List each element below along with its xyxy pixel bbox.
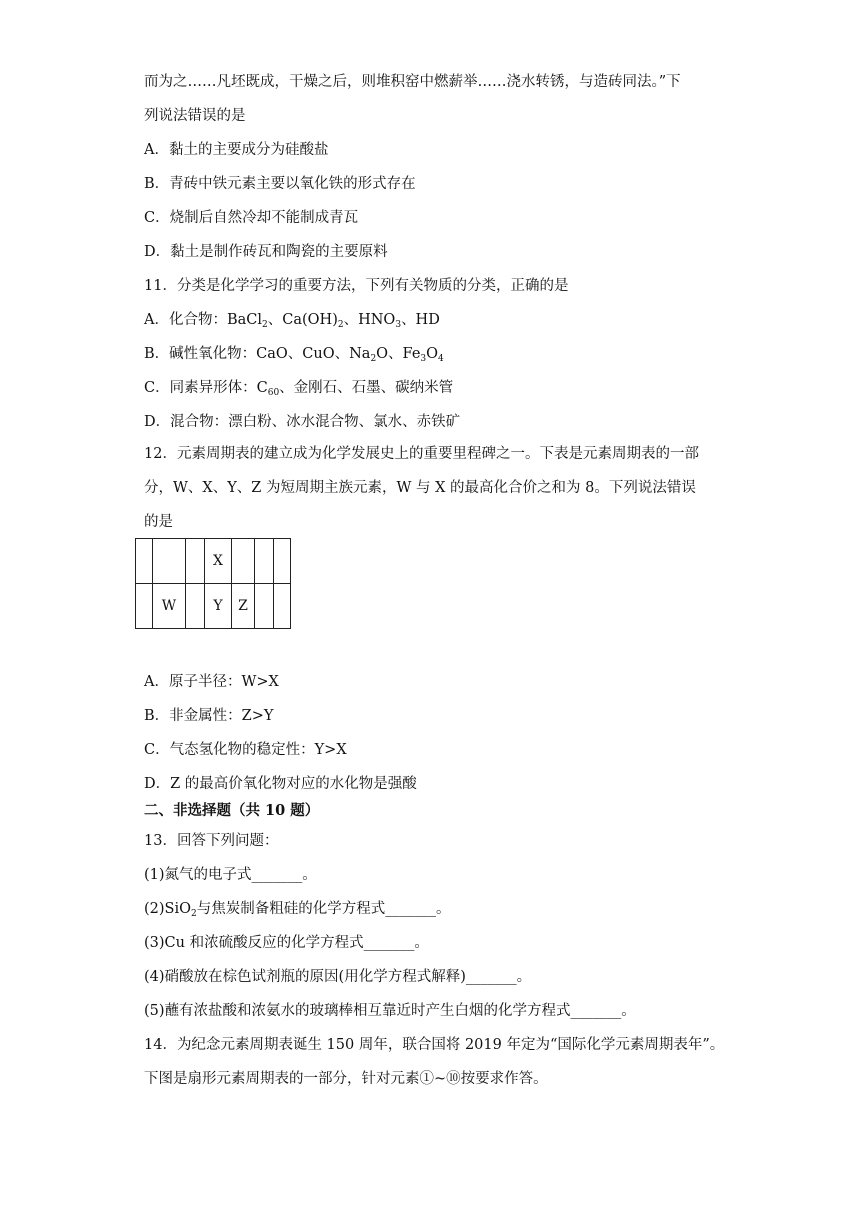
table-cell: X (205, 539, 232, 584)
q10-continuation-line-1: 而为之……凡坯既成，干燥之后，则堆积窑中燃薪举……浇水转锈，与造砖同法。”下 (144, 74, 681, 90)
table-cell (186, 539, 205, 584)
q12-stem-line-1: 12．元素周期表的建立成为化学发展史上的重要里程碑之一。下表是元素周期表的一部 (144, 446, 699, 462)
table-row (136, 584, 291, 629)
table-cell (186, 584, 205, 629)
table-cell: Y (205, 584, 232, 629)
q11-stem: 11．分类是化学学习的重要方法，下列有关物质的分类，正确的是 (144, 278, 569, 294)
q12-option-d: D．Z 的最高价氧化物对应的水化物是强酸 (144, 776, 417, 792)
q12-stem-line-3: 的是 (144, 514, 173, 530)
q11-option-b: B．碱性氧化物：CaO、CuO、$Na_2O$、$Fe_3O_4$ (144, 346, 444, 364)
q10-option-a: A．黏土的主要成分为硅酸盐 (144, 142, 329, 158)
q12-stem-line-2: 分，W、X、Y、Z 为短周期主族元素，W 与 X 的最高化合价之和为 8。下列说法错误 (144, 480, 696, 496)
q10-continuation-line-2: 列说法错误的是 (144, 108, 246, 124)
table-cell (255, 584, 274, 629)
table-cell (136, 539, 153, 584)
periodic-table-fragment (135, 538, 291, 629)
table-cell (274, 584, 291, 629)
section-heading: 二、非选择题（共 10 题） (144, 802, 320, 819)
q14-stem-line-1: 14．为纪念元素周期表诞生 150 周年，联合国将 2019 年定为“国际化学元素周期表年”。 (144, 1037, 725, 1053)
q10-option-c: C．烧制后自然冷却不能制成青瓦 (144, 210, 359, 226)
table-cell: W (153, 584, 186, 629)
table-row (136, 539, 291, 584)
table-cell: Z (232, 584, 255, 629)
table-cell (274, 539, 291, 584)
q12-option-c: C．气态氢化物的稳定性：Y>X (144, 742, 347, 758)
q13-stem: 13．回答下列问题： (144, 833, 279, 849)
table-cell (153, 539, 186, 584)
table-cell (255, 539, 274, 584)
table-cell (136, 584, 153, 629)
q14-stem-line-2: 下图是扇形元素周期表的一部分，针对元素①~⑩按要求作答。 (144, 1071, 548, 1087)
q11-option-a: A．化合物：BaCl$_2$、$Ca(OH)_2$、$HNO_3$、HD (144, 312, 440, 330)
q13-part-5: (5)蘸有浓盐酸和浓氨水的玻璃棒相互靠近时产生白烟的化学方程式_______。 (144, 1003, 636, 1019)
q10-option-d: D．黏土是制作砖瓦和陶瓷的主要原料 (144, 244, 388, 260)
q13-part-3: (3)Cu 和浓硫酸反应的化学方程式_______。 (144, 935, 429, 951)
table-cell (232, 539, 255, 584)
q10-option-b: B．青砖中铁元素主要以氧化铁的形式存在 (144, 176, 416, 192)
q13-part-1: (1)氮气的电子式_______。 (144, 867, 317, 883)
q11-option-c: C．同素异形体：$C_{60}$、金刚石、石墨、碳纳米管 (144, 380, 454, 398)
q13-part-4: (4)硝酸放在棕色试剂瓶的原因(用化学方程式解释)_______。 (144, 969, 532, 985)
q12-option-a: A．原子半径：W>X (144, 674, 279, 690)
q13-part-2: (2)SiO$_2$与焦炭制备粗硅的化学方程式_______。 (144, 901, 451, 919)
q12-option-b: B．非金属性：Z>Y (144, 708, 274, 724)
q11-option-d: D．混合物：漂白粉、冰水混合物、氯水、赤铁矿 (144, 414, 461, 430)
